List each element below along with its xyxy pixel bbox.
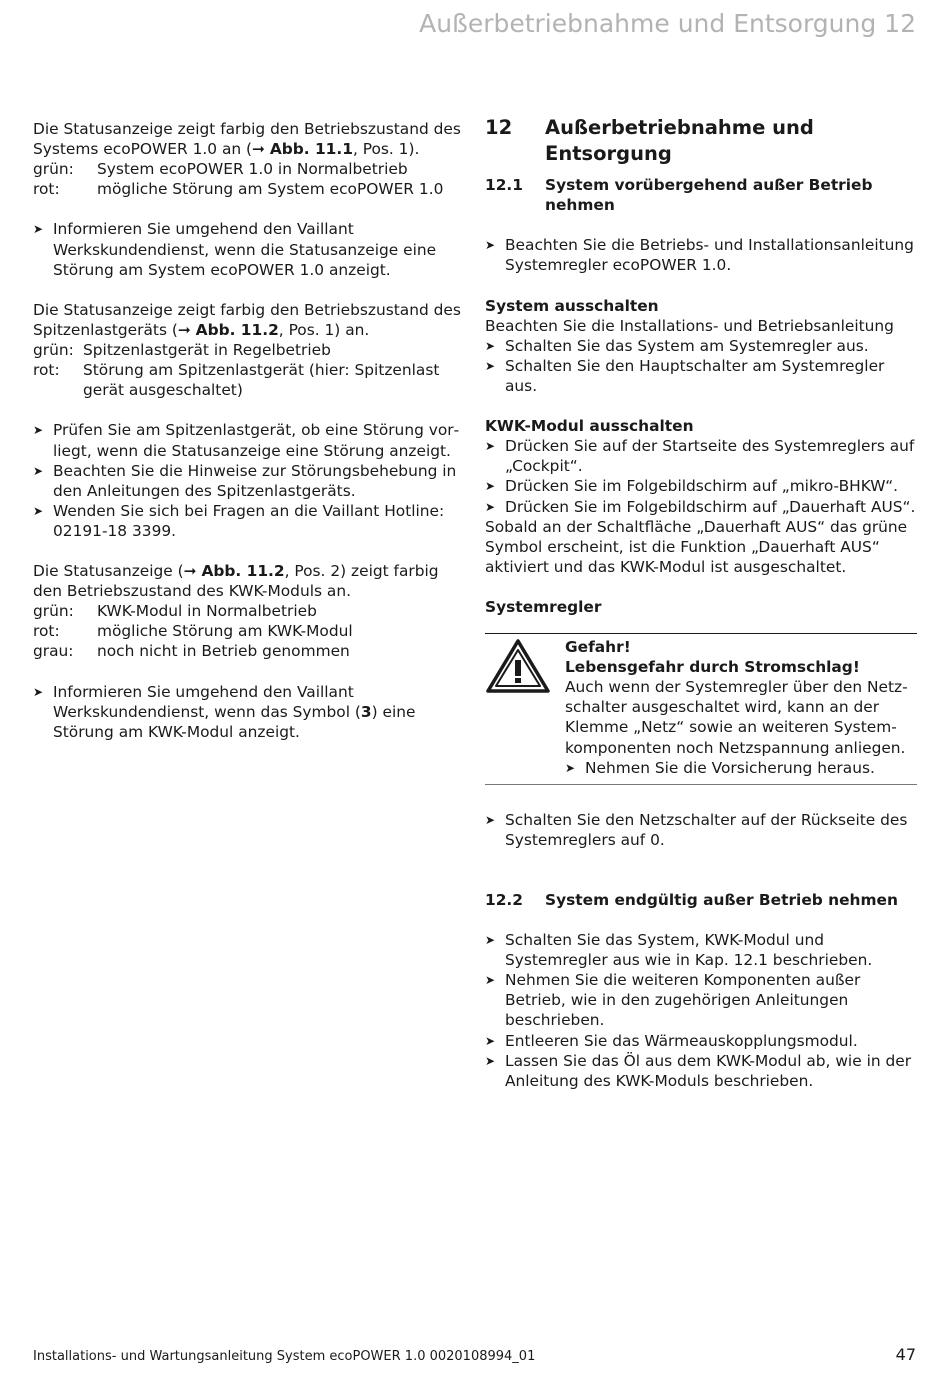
status-row: grün: System ecoPOWER 1.0 in Normalbetrieb <box>33 160 408 179</box>
list-item: ➤ Drücken Sie im Folgebildschirm auf „Dauerhaft AUS“. <box>485 497 916 516</box>
list-item: ➤ Wenden Sie sich bei Fragen an die Vaillant Hotline: 02191-18 3399. <box>33 501 445 540</box>
warning-text: Auch wenn der Systemregler über den Netzschalter ausgeschaltet wird, kann an der Klemme „Netz“ sowie an weiteren Systemkomponenten noch Netzspannung anliegen. <box>565 678 908 757</box>
list-item: ➤ Nehmen Sie die Vorsicherung heraus. <box>565 758 875 777</box>
list-item: ➤ Beachten Sie die Hinweise zur Störungsbehebung in den Anleitungen des Spitzenlastgeräts. <box>33 461 457 500</box>
arrow-bullet-icon: ➤ <box>33 503 44 518</box>
paragraph-status-peakload: Die Statusanzeige zeigt farbig den Betriebszustand des Spitzenlastgeräts (➞ Abb. 11.2, Pos. 1) an. <box>33 300 461 339</box>
page-number: 47 <box>895 1345 916 1364</box>
arrow-bullet-icon: ➤ <box>485 238 496 253</box>
list-item: ➤ Schalten Sie den Netzschalter auf der Rückseite des Systemreglers auf 0. <box>485 810 908 849</box>
arrow-bullet-icon: ➤ <box>33 222 44 237</box>
paragraph: Sobald an der Schaltfläche „Dauerhaft AUS“ das grüne Symbol erscheint, ist die Funktion „Dauerhaft AUS“ aktiviert und das KWK-Modul ist ausgeschaltet. <box>485 517 908 576</box>
arrow-bullet-icon: ➤ <box>485 1033 496 1048</box>
status-row: grün: KWK-Modul in Normalbetrieb <box>33 602 317 621</box>
list-item: ➤ Schalten Sie das System, KWK-Modul und Systemregler aus wie in Kap. 12.1 beschrieben. <box>485 931 873 970</box>
right-column <box>485 116 917 1091</box>
running-header: Außerbetriebnahme und Entsorgung 12 <box>419 9 916 38</box>
status-row: rot: Störung am Spitzenlastgerät (hier: Spitzenlast gerät ausgeschaltet) <box>33 361 440 400</box>
list-item: ➤ Beachten Sie die Betriebs- und Installationsanleitung Systemregler ecoPOWER 1.0. <box>485 236 914 275</box>
list-item: ➤ Informieren Sie umgehend den Vaillant Werkskundendienst, wenn das Symbol (3) eine Störung am KWK-Modul anzeigt. <box>33 682 416 741</box>
arrow-bullet-icon: ➤ <box>485 439 496 454</box>
list-item: ➤ Schalten Sie das System am Systemregler aus. <box>485 336 869 355</box>
list-item: ➤ Informieren Sie umgehend den Vaillant Werkskundendienst, wenn die Statusanzeige eine Störung am System ecoPOWER 1.0 anzeigt. <box>33 220 437 279</box>
status-row: grau: noch nicht in Betrieb genommen <box>33 642 350 661</box>
list-item: ➤ Schalten Sie den Hauptschalter am Systemregler aus. <box>485 356 885 395</box>
paragraph: Beachten Sie die Installations- und Betriebsanleitung <box>485 316 894 335</box>
arrow-bullet-icon: ➤ <box>485 499 496 514</box>
section-heading-12-2: 12.2 System endgültig außer Betrieb nehmen <box>485 890 898 909</box>
warning-triangle-icon <box>485 637 565 778</box>
chapter-heading: 12 Außerbetriebnahme und Entsorgung <box>485 116 814 165</box>
arrow-bullet-icon: ➤ <box>33 423 44 438</box>
arrow-bullet-icon: ➤ <box>565 760 576 775</box>
paragraph-status-kwk: Die Statusanzeige (➞ Abb. 11.2, Pos. 2) zeigt farbig den Betriebszustand des KWK-Moduls an. <box>33 562 439 601</box>
list-item: ➤ Entleeren Sie das Wärmeauskopplungsmodul. <box>485 1031 858 1050</box>
arrow-bullet-icon: ➤ <box>485 933 496 948</box>
subheading-system-ausschalten: System ausschalten <box>485 296 659 315</box>
left-column <box>33 119 463 742</box>
subheading-systemregler: Systemregler <box>485 597 602 616</box>
list-item: ➤ Nehmen Sie die weiteren Komponenten außer Betrieb, wie in den zugehörigen Anleitungen beschrieben. <box>485 971 861 1030</box>
status-row: rot: mögliche Störung am KWK-Modul <box>33 622 353 641</box>
arrow-bullet-icon: ➤ <box>485 1053 496 1068</box>
arrow-bullet-icon: ➤ <box>485 358 496 373</box>
arrow-bullet-icon: ➤ <box>33 463 44 478</box>
arrow-bullet-icon: ➤ <box>485 973 496 988</box>
arrow-bullet-icon: ➤ <box>485 812 496 827</box>
section-heading-12-1: 12.1 System vorübergehend außer Betrieb nehmen <box>485 176 873 215</box>
list-item: ➤ Prüfen Sie am Spitzenlastgerät, ob eine Störung vorliegt, wenn die Statusanzeige eine Störung anzeigt. <box>33 421 460 460</box>
arrow-bullet-icon: ➤ <box>33 684 44 699</box>
arrow-bullet-icon: ➤ <box>485 338 496 353</box>
footer-document-title: Installations- und Wartungsanleitung System ecoPOWER 1.0 0020108994_01 <box>33 1349 536 1364</box>
warning-title: Gefahr! <box>565 638 631 657</box>
danger-warning-box <box>485 633 917 785</box>
subheading-kwk-ausschalten: KWK-Modul ausschalten <box>485 417 694 436</box>
list-item: ➤ Drücken Sie im Folgebildschirm auf „mikro-BHKW“. <box>485 477 899 496</box>
arrow-bullet-icon: ➤ <box>485 479 496 494</box>
status-row: rot: mögliche Störung am System ecoPOWER 1.0 <box>33 180 444 199</box>
warning-subtitle: Lebensgefahr durch Stromschlag! <box>565 658 860 677</box>
list-item: ➤ Drücken Sie auf der Startseite des Systemreglers auf „Cockpit“. <box>485 437 915 476</box>
status-row: grün: Spitzenlastgerät in Regelbetrieb <box>33 341 331 360</box>
paragraph-status-system: Die Statusanzeige zeigt farbig den Betriebszustand des Systems ecoPOWER 1.0 an (➞ Abb. 11.1, Pos. 1). <box>33 120 461 159</box>
list-item: ➤ Lassen Sie das Öl aus dem KWK-Modul ab, wie in der Anleitung des KWK-Moduls beschrieben. <box>485 1051 912 1090</box>
